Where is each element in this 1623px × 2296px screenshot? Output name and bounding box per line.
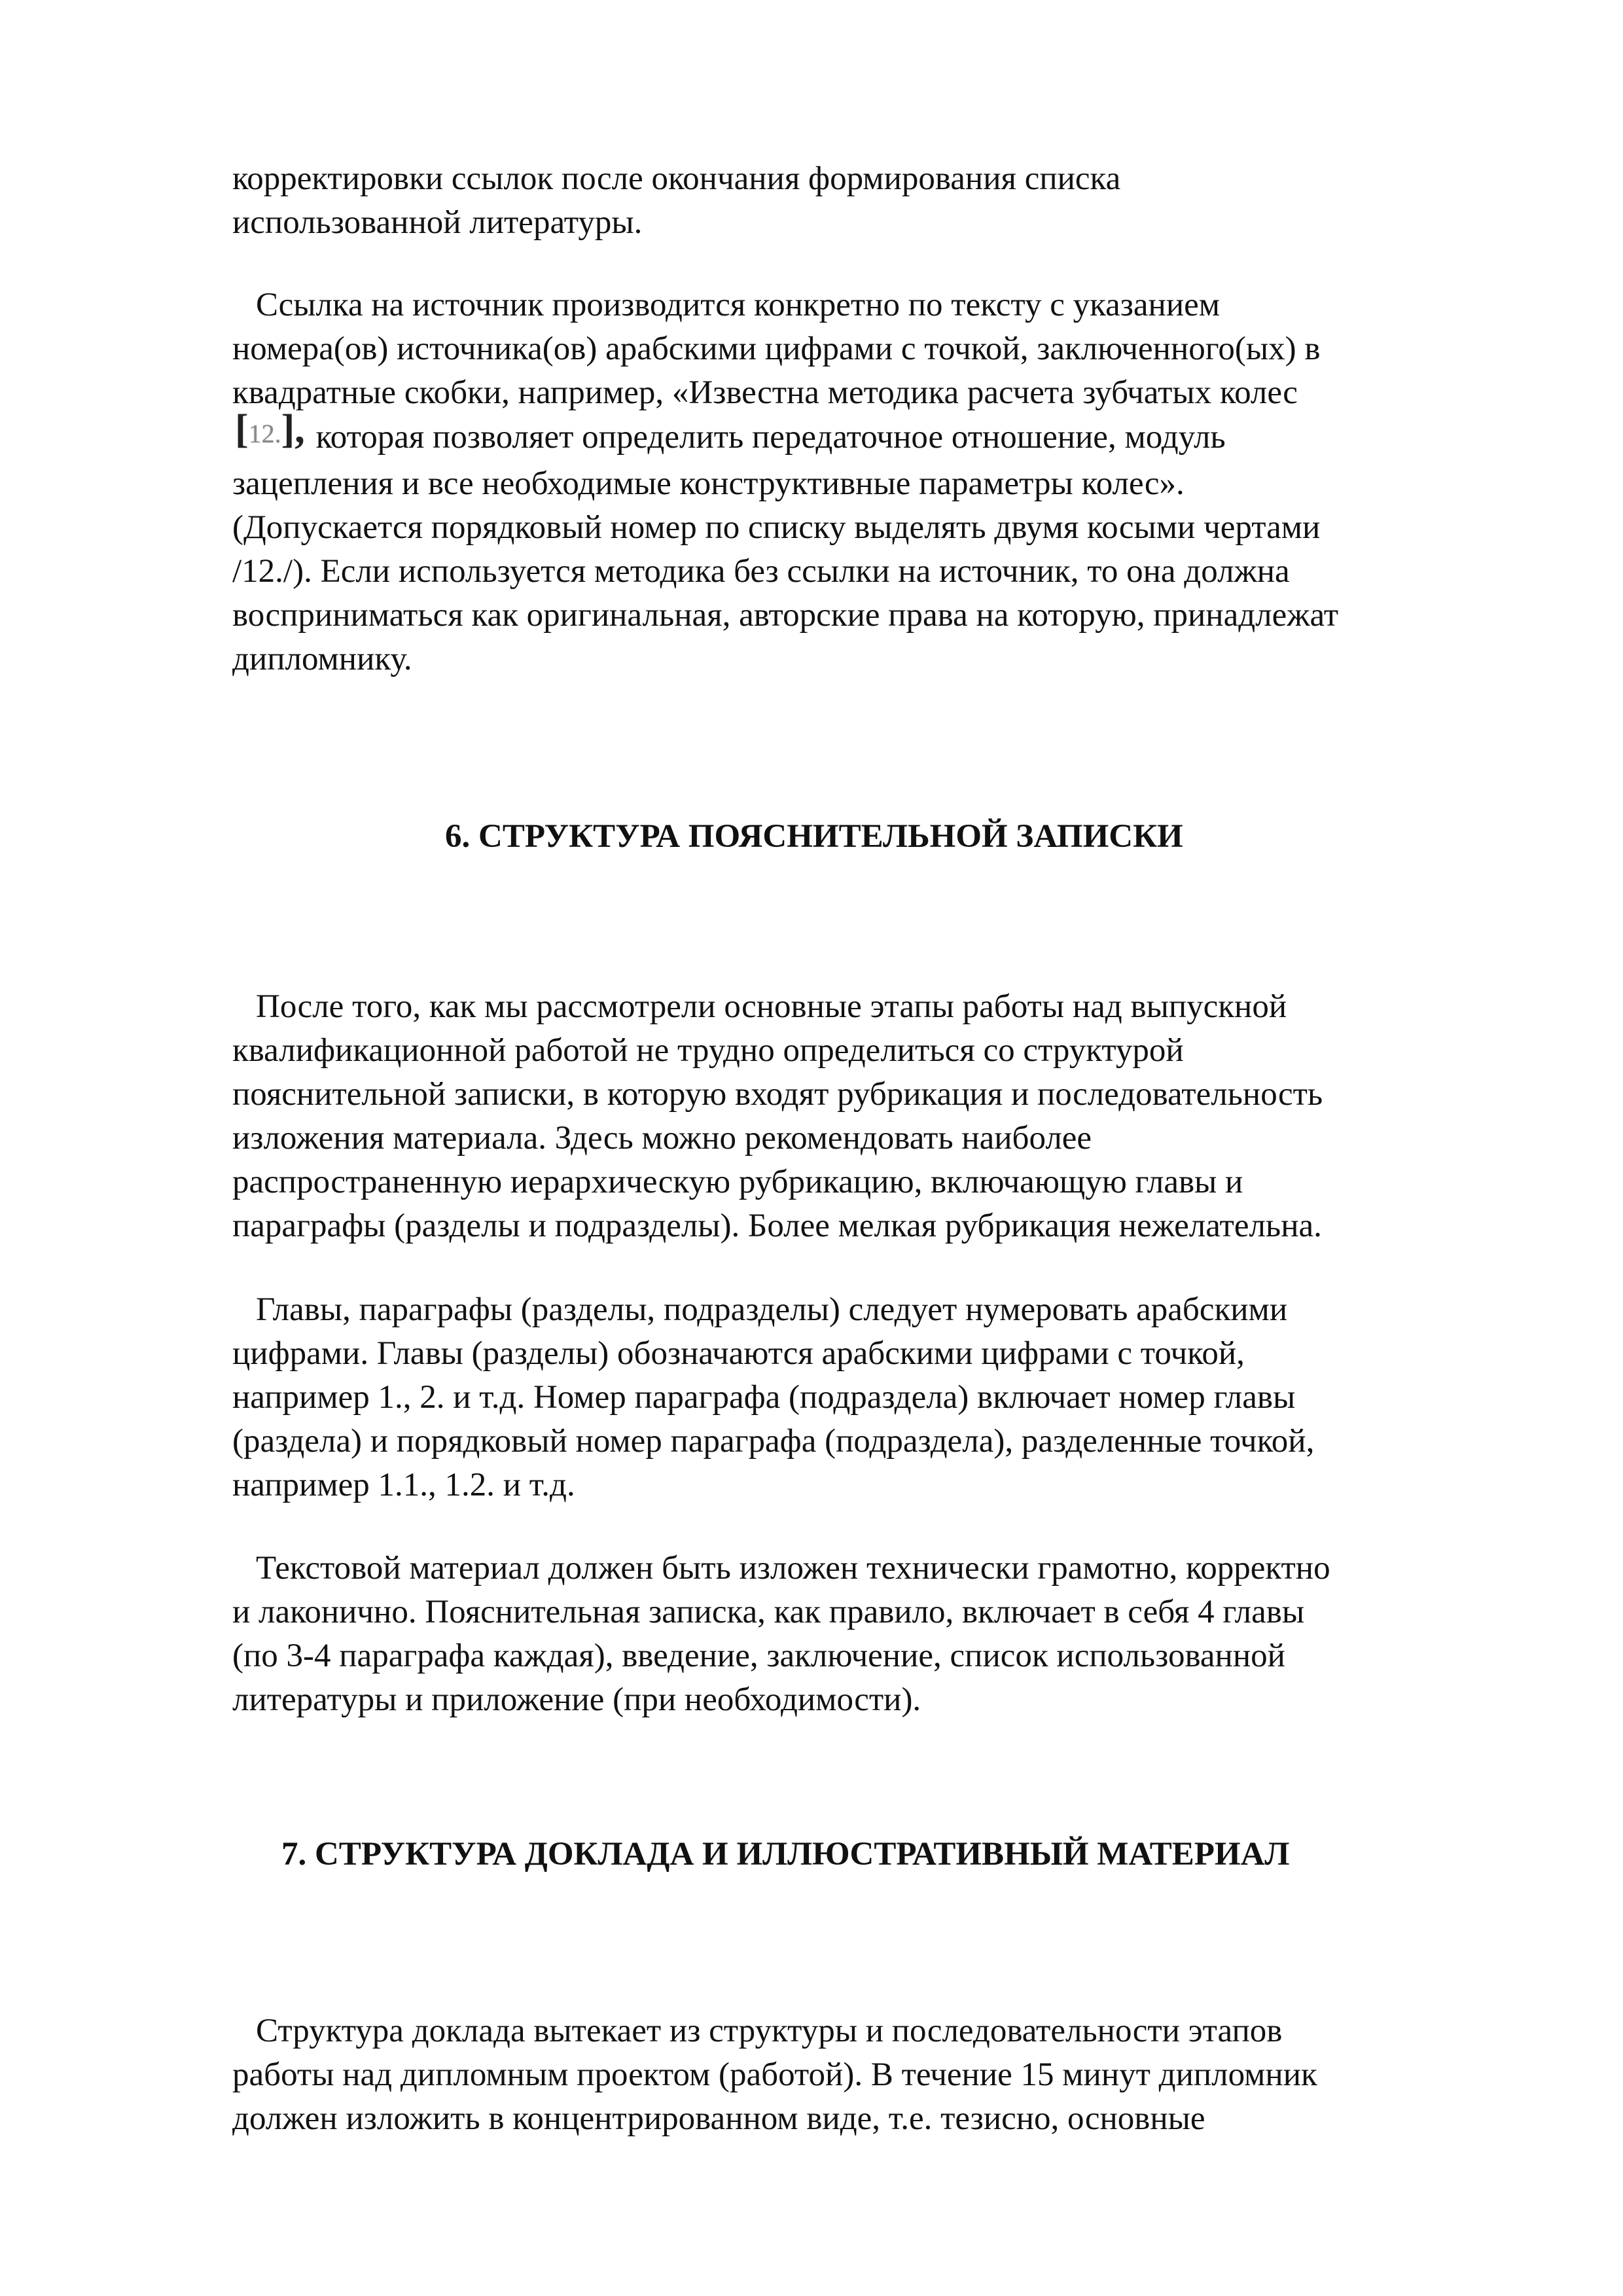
paragraph-numbering [232, 1288, 1314, 1507]
text-line: корректировки ссылок после окончания формирования списка [232, 160, 1121, 197]
text-line-rest: которая позволяет определить передаточное отношение, модуль [307, 419, 1226, 456]
paragraph-structure-intro [232, 985, 1323, 1248]
text-line-with-reference [232, 407, 1338, 462]
text-line: номера(ов) источника(ов) арабскими цифрами с точкой, заключенного(ых) в [232, 331, 1321, 367]
text-line: Текстовой материал должен быть изложен технически грамотно, корректно [256, 1550, 1330, 1587]
text-line: работы над дипломным проектом (работой). В течение 15 минут дипломник [232, 2056, 1317, 2093]
paragraph-continuation [232, 157, 1120, 245]
reference-marker: [12.], [235, 407, 305, 452]
paragraph-citation-rules [232, 283, 1338, 681]
text-line: и лаконично. Пояснительная записка, как правило, включает в себя 4 главы [232, 1594, 1305, 1630]
text-line: (Допускается порядковый номер по списку выделять двумя косыми чертами [232, 509, 1321, 546]
text-line: /12./). Если используется методика без ссылки на источник, то она должна [232, 553, 1290, 590]
text-line: квалификационной работой не трудно определиться со структурой [232, 1032, 1184, 1069]
text-line: литературы и приложение (при необходимости). [232, 1681, 921, 1718]
text-line: использованной литературы. [232, 204, 643, 241]
text-line: например 1.1., 1.2. и т.д. [232, 1467, 575, 1503]
text-line: дипломнику. [232, 641, 412, 677]
text-line: (раздела) и порядковый номер параграфа (подраздела), разделенные точкой, [232, 1423, 1315, 1460]
text-line: Структура доклада вытекает из структуры и последовательности этапов [256, 2013, 1283, 2049]
text-line: распространенную иерархическую рубрикацию, включающую главы и [232, 1164, 1243, 1200]
section-heading-6: 6. СТРУКТУРА ПОЯСНИТЕЛЬНОЙ ЗАПИСКИ [445, 818, 1183, 855]
text-line: цифрами. Главы (разделы) обозначаются арабскими цифрами с точкой, [232, 1335, 1245, 1372]
text-line: пояснительной записки, в которую входят рубрикация и последовательность [232, 1076, 1323, 1113]
paragraph-report-structure [232, 2009, 1317, 2141]
text-line: зацепления и все необходимые конструктивные параметры колес». [232, 465, 1185, 502]
text-line: (по 3-4 параграфа каждая), введение, заключение, список использованной [232, 1638, 1285, 1674]
text-line: После того, как мы рассмотрели основные этапы работы над выпускной [256, 988, 1287, 1025]
text-line: Главы, параграфы (разделы, подразделы) следует нумеровать арабскими [256, 1291, 1288, 1328]
text-line: Ссылка на источник производится конкретно по тексту с указанием [256, 287, 1221, 323]
paragraph-text-material [232, 1547, 1330, 1722]
text-line: параграфы (разделы и подразделы). Более мелкая рубрикация нежелательна. [232, 1208, 1322, 1244]
text-line: изложения материала. Здесь можно рекомендовать наиболее [232, 1120, 1092, 1157]
section-heading-7: 7. СТРУКТУРА ДОКЛАДА И ИЛЛЮСТРАТИВНЫЙ МАТЕРИАЛ [281, 1836, 1290, 1873]
text-line: например 1., 2. и т.д. Номер параграфа (подраздела) включает номер главы [232, 1379, 1296, 1416]
text-line: восприниматься как оригинальная, авторские права на которую, принадлежат [232, 597, 1339, 634]
text-line: должен изложить в концентрированном виде, т.е. тезисно, основные [232, 2100, 1205, 2137]
text-line: квадратные скобки, например, «Известна методика расчета зубчатых колес [232, 374, 1298, 411]
